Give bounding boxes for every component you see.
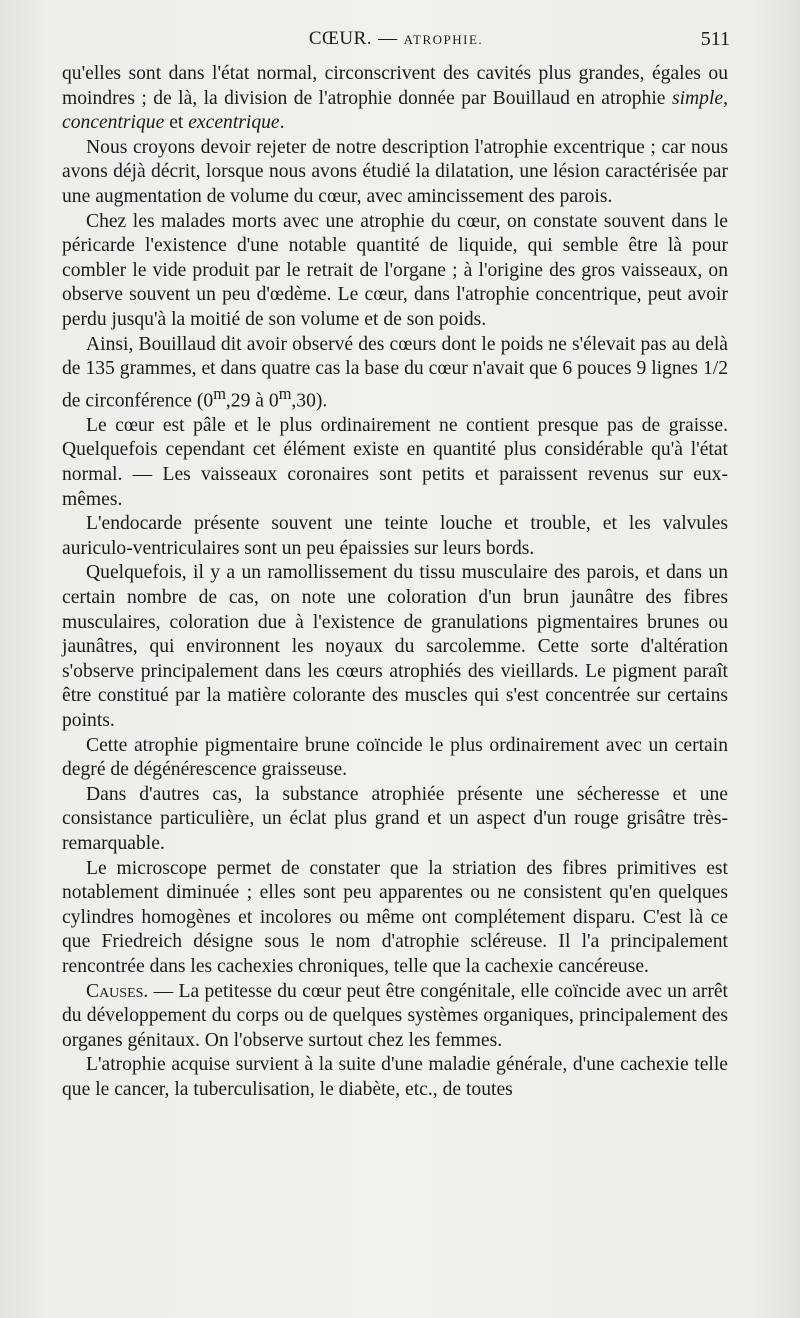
- paragraph: L'endocarde présente souvent une teinte louche et trouble, et les valvules auriculo-ventriculaires sont un peu épaissies sur leurs bords.: [62, 513, 728, 559]
- section-title: ATROPHIE.: [403, 32, 484, 47]
- page-number: 511: [700, 28, 730, 50]
- unit-superscript: m: [213, 383, 226, 403]
- paragraph: qu'elles sont dans l'état normal, circonscrivent des cavités plus grandes, égales ou moindres ; de là, la division de l'atrophie donnée par Bouillaud en atrophie simple, concentrique et excentrique.: [62, 63, 728, 134]
- italic-term: excentrique: [188, 112, 280, 134]
- paragraph: L'atrophie acquise survient à la suite d'une maladie générale, d'une cachexie telle que le cancer, la tuberculisation, le diabète, etc., de toutes: [62, 1054, 728, 1100]
- title-dash: —: [378, 28, 398, 49]
- page-header: [62, 28, 730, 58]
- paragraph: Chez les malades morts avec une atrophie du cœur, on constate souvent dans le péricarde l'existence d'une notable quantité de liquide, qui semble être là pour combler le vide produit par le retrait de l'organe ; à l'origine des gros vaisseaux, on observe souvent un peu d'œdème. Le cœur, dans l'atrophie concentrique, peut avoir perdu jusqu'à la moitié de son volume et de son poids.: [62, 210, 728, 330]
- paragraph: Nous croyons devoir rejeter de notre description l'atrophie excentrique ; car nous avons déjà décrit, lorsque nous avons étudié la dilatation, une lésion caractérisée par une augmentation de volume du cœur, avec amincissement des parois.: [62, 136, 728, 207]
- paragraph: Causes. — La petitesse du cœur peut être congénitale, elle coïncide avec un arrêt du développement du corps ou de quelques systèmes organiques, principalement des organes génitaux. On l'observe surtout chez les femmes.: [62, 980, 728, 1051]
- paragraph: Cette atrophie pigmentaire brune coïncide le plus ordinairement avec un certain degré de dégénérescence graisseuse.: [62, 734, 728, 781]
- running-title: [62, 28, 730, 50]
- paragraph: Quelquefois, il y a un ramollissement du tissu musculaire des parois, et dans un certain nombre de cas, on note une coloration d'un brun jaunâtre des fibres musculaires, coloration due à l'existence de granulations pigmentaires brunes ou jaunâtres, qui environnent les noyaux du sarcolemme. Cette sorte d'altération s'observe principalement dans les cœurs atrophiés des vieillards. Le pigment paraît être constitué par la matière colorante des muscles qui s'est concentrée sur certains points.: [62, 562, 728, 731]
- paragraph: Le cœur est pâle et le plus ordinairement ne contient presque pas de graisse. Quelquefois cependant cet élément existe en quantité plus considérable qu'à l'état normal. — Les vaisseaux coronaires sont petits et paraissent revenus sur eux-mêmes.: [62, 414, 728, 510]
- paragraph: Le microscope permet de constater que la striation des fibres primitives est notablement diminuée ; elles sont peu apparentes ou ne consistent qu'en quelques cylindres homogènes et incolores ou même ont complétement disparu. C'est là ce que Friedreich désigne sous le nom d'atrophie scléreuse. Il l'a principalement rencontrée dans les cachexies chroniques, telle que la cachexie cancéreuse.: [62, 857, 728, 977]
- italic-term: simple: [671, 87, 724, 109]
- chapter-title: CŒUR.: [308, 28, 373, 49]
- body-text: [62, 62, 728, 1102]
- unit-superscript: m: [278, 383, 292, 403]
- paragraph: Ainsi, Bouillaud dit avoir observé des cœurs dont le poids ne s'élevait pas au delà de 135 grammes, et dans quatre cas la base du cœur n'avait que 6 pouces 9 lignes 1/2 de circonférence (0$^m$,29 à 0$^m$,30).: [62, 333, 728, 412]
- italic-term: concentrique: [62, 112, 165, 134]
- paragraph: Dans d'autres cas, la substance atrophiée présente une sécheresse et une consistance particulière, un éclat plus grand et un aspect d'un rouge grisâtre très-remarquable.: [62, 783, 728, 854]
- section-label: Causes.: [86, 980, 149, 1002]
